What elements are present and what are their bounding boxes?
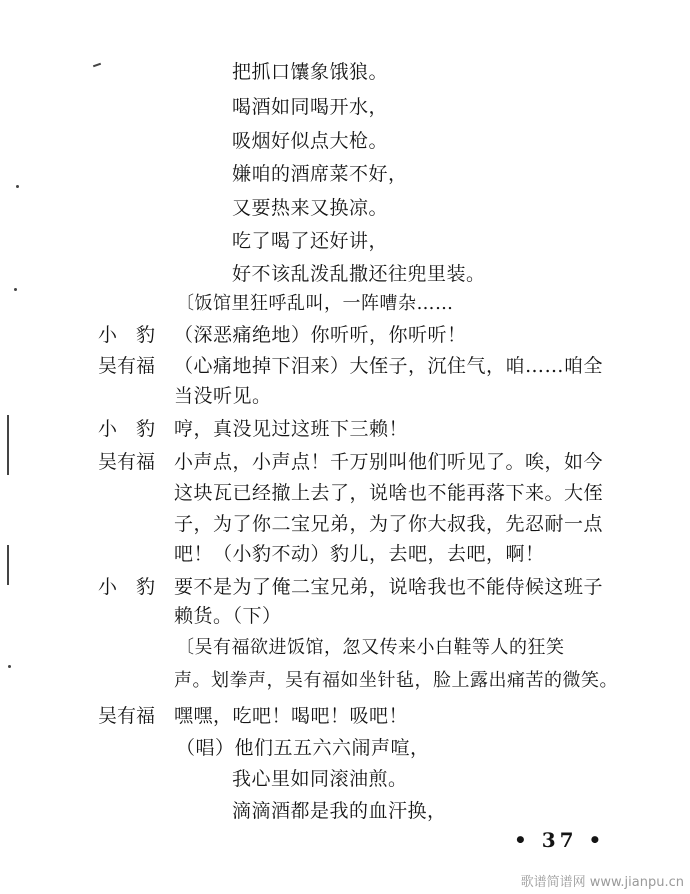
dialogue-line: 小声点，小声点！千万别叫他们听见了。唉，如今 <box>174 451 604 473</box>
scan-mark <box>93 63 101 68</box>
verse-line: 喝酒如同喝开水， <box>232 96 389 118</box>
speaker-name: 吴有福 <box>98 705 156 727</box>
dialogue-line: 哼，真没见过这班下三赖！ <box>174 418 409 440</box>
verse-line: 嫌咱的酒席菜不好， <box>232 163 408 185</box>
dialogue-line: 吧！（小豹不动）豹儿，去吧，去吧，啊！ <box>174 543 545 565</box>
verse-line: 好不该乱泼乱撒还往兜里装。 <box>232 263 486 285</box>
speaker-name: 小 豹 <box>98 324 156 346</box>
scan-mark <box>7 545 9 585</box>
sung-intro: （唱）他们五五六六闹声喧， <box>176 737 430 759</box>
dialogue-line: 子，为了你二宝兄弟，为了你大叔我，先忍耐一点 <box>174 513 604 535</box>
stage-direction: 〔饭馆里狂呼乱叫，一阵嘈杂…… <box>176 293 454 314</box>
scan-mark <box>14 288 17 291</box>
verse-line: 又要热来又换凉。 <box>232 197 389 219</box>
scan-mark <box>8 665 11 668</box>
scan-mark <box>16 185 19 188</box>
stage-direction: 声。划拳声，吴有福如坐针毡，脸上露出痛苦的微笑。 <box>174 670 618 691</box>
verse-line: 吸烟好似点大枪。 <box>232 130 389 152</box>
page-number: • 37 • <box>514 828 606 852</box>
dialogue-line: 赖货。（下） <box>174 605 282 627</box>
dialogue-line: 要不是为了俺二宝兄弟，说啥我也不能侍候这班子 <box>174 576 604 598</box>
dialogue-line: （深恶痛绝地）你听听，你听听！ <box>174 324 467 346</box>
scan-mark <box>7 415 9 475</box>
sung-line: 我心里如同滚油煎。 <box>232 768 408 790</box>
verse-line: 吃了喝了还好讲， <box>232 230 389 252</box>
sung-line: 滴滴酒都是我的血汗换， <box>232 800 447 822</box>
dialogue-line: （心痛地掉下泪来）大侄子，沉住气，咱……咱全 <box>174 355 604 377</box>
dialogue-line: 当没听见。 <box>174 385 272 407</box>
dialogue-line: 这块瓦已经撤上去了，说啥也不能再落下来。大侄 <box>174 482 604 504</box>
verse-line: 把抓口馕象饿狼。 <box>232 61 389 83</box>
dialogue-line: 嘿嘿，吃吧！喝吧！吸吧！ <box>174 705 409 727</box>
speaker-name: 小 豹 <box>98 418 156 440</box>
speaker-name: 小 豹 <box>98 576 156 598</box>
stage-direction: 〔吴有福欲进饭馆，忽又传来小白鞋等人的狂笑 <box>176 637 565 658</box>
speaker-name: 吴有福 <box>98 355 156 377</box>
watermark: 歌谱简谱网 www.jianpu.cn <box>520 875 684 890</box>
speaker-name: 吴有福 <box>98 451 156 473</box>
